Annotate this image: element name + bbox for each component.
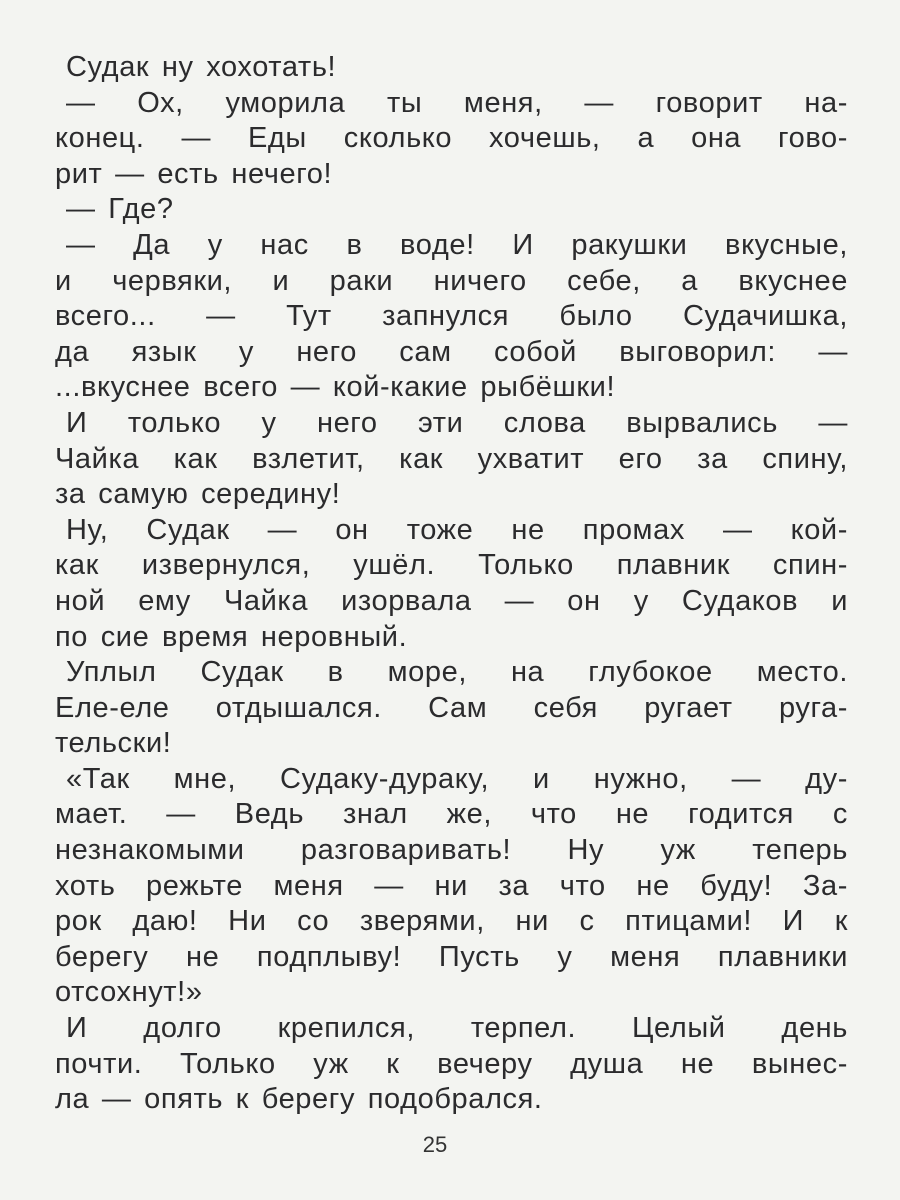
text-line: «Так мне, Судаку-дураку, и нужно, — ду-	[66, 762, 848, 795]
text-line: — Да у нас в воде! И ракушки вкусные,	[66, 228, 848, 261]
text-line: берегу не подплыву! Пусть у меня плавники	[55, 940, 848, 973]
text-line: рит — есть нечего!	[55, 157, 333, 190]
text-line: И долго крепился, терпел. Целый день	[66, 1012, 848, 1045]
text-line: Уплыл Судак в море, на глубокое место.	[66, 656, 848, 689]
text-line: отсохнут!»	[55, 976, 203, 1009]
text-line: тельски!	[55, 727, 172, 760]
text-line: ...вкуснее всего — кой-какие рыбёшки!	[55, 371, 616, 404]
text-line: да язык у него сам собой выговорил: —	[55, 335, 848, 368]
text-line: мает. — Ведь знал же, что не годится с	[55, 798, 848, 831]
text-line: почти. Только уж к вечеру душа не вынес-	[55, 1047, 848, 1080]
text-line: Чайка как взлетит, как ухватит его за спину,	[55, 442, 848, 475]
text-line: как извернулся, ушёл. Только плавник спин-	[55, 549, 848, 582]
text-line: Еле-еле отдышался. Сам себя ругает руга-	[55, 691, 848, 724]
page-number: 25	[422, 1132, 448, 1157]
text-line: по сие время неровный.	[55, 620, 408, 653]
text-line: и червяки, и раки ничего себе, а вкуснее	[55, 264, 848, 297]
text-line: за самую середину!	[55, 478, 341, 511]
text-line: рок даю! Ни со зверями, ни с птицами! И к	[55, 905, 848, 938]
text-line: — Где?	[66, 193, 174, 226]
page-body-text	[55, 50, 848, 1118]
text-line: ла — опять к берегу подобрался.	[55, 1083, 543, 1116]
text-line: всего... — Тут запнулся было Судачишка,	[55, 300, 848, 333]
text-line: конец. — Еды сколько хочешь, а она гово-	[55, 122, 848, 155]
text-line: Ну, Судак — он тоже не промах — кой-	[66, 513, 848, 546]
text-line: ной ему Чайка изорвала — он у Судаков и	[55, 584, 848, 617]
text-line: — Ох, уморила ты меня, — говорит на-	[66, 86, 848, 119]
text-line: незнакомыми разговаривать! Ну уж теперь	[55, 834, 848, 867]
text-line: Судак ну хохотать!	[66, 51, 337, 83]
text-line: хоть режьте меня — ни за что не буду! За-	[55, 869, 848, 902]
text-line: И только у него эти слова вырвались —	[66, 406, 848, 439]
